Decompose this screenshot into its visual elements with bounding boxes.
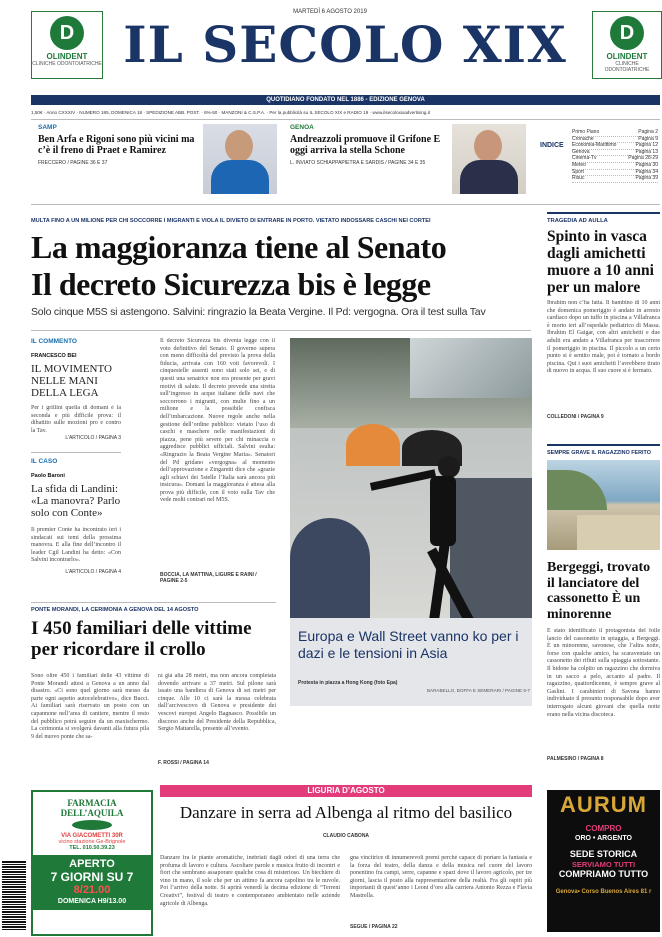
divider: [547, 212, 660, 214]
tragedia-byline: COLLEDONI / PAGINA 9: [547, 414, 604, 420]
tragedia-headline[interactable]: Spinto in vasca dagli amichetti muore a 10 anni per un malore: [547, 228, 654, 296]
teaser-genoa[interactable]: [290, 124, 450, 188]
index-box: [540, 126, 658, 186]
index-row[interactable]: [572, 176, 658, 183]
teaser-samp[interactable]: [38, 124, 198, 188]
issue-date: MARTEDÌ 6 AGOSTO 2019: [293, 9, 367, 15]
index-list: [572, 130, 658, 183]
morandi-body-1: Sono oltre 450 i familiari delle 43 vittime di Ponte Morandi attesi a Genova a un anno dal disastro. «Ci sono quel giorno sarà messo da parte ogni aspetto autocelebrativo», dice Bucci. Ai familiari sarà riservato un posto con un capannone nell’area di cantiere, mentre il resto del pubblico potrà seguire da un maxischermo. La cerimonia si svolgerà davanti alla futura pila 9 del nuovo ponte che sa-: [31, 673, 149, 740]
index-page: Pagina 39: [635, 175, 658, 182]
aurum-address: Genova• Corso Buenos Aires 81 r: [555, 889, 652, 895]
aurum-ad[interactable]: [547, 790, 660, 932]
commento-author: FRANCESCO BEI: [31, 353, 77, 359]
index-section: Primo Piano: [572, 129, 600, 135]
liguria-body-1: Danzare fra le piante aromatiche, inebriati dagli odori di una terra che profuma di lavoro e cultura. Ascoltare parole e musica frutto di incontri e fiori che sembrano assaporare qualche cosa di misterioso. Un biechiere di vino in mano, il sole che per un attimo fa ancora capolino tra le nuvole. Poi l’arrivo della notte. Si aprirà venerdì la decima edizione di “Terreni Creativi”, festival di teatro e contemporaneo ambientato nelle aziende agricole di Albenga.: [160, 855, 340, 907]
ear-right-sub: CLINICHE ODONTOIATRICHE: [604, 61, 650, 73]
olindent-logo-icon: D: [50, 16, 84, 50]
index-section: Cronache: [572, 135, 594, 142]
bergeggi-photo: [547, 460, 660, 550]
photo-caption: Protesta in piazza a Hong Kong (foto Epa): [298, 680, 398, 686]
teaser-byline: FRECCERO / PAGINE 36 E 37: [38, 160, 108, 166]
lead-byline: BOCCIA, LA MATTINA, LIGURE E RAINI / PAGINE 2-5: [160, 572, 257, 584]
farmacia-sunday: DOMENICA H9/13.00: [57, 898, 127, 905]
barcode: [2, 860, 26, 930]
divider: [31, 330, 531, 331]
ear-left-name: OLINDENT: [46, 52, 88, 61]
index-section: Genova: [572, 148, 590, 155]
eagle-icon: [72, 820, 112, 830]
info-line: 1,50€ · Anno CXXXIV · NUMERO 185, DOMENICA 18 · SPEDIZIONE ABB. POST. · 6%-50 · MANZONI & C.S.P.A. · Per la pubblicità su IL SECOLO XIX e RADIO 19 · www.ilsecoloxixadvertising.it: [31, 110, 431, 115]
index-section: Cinema-Tv: [572, 155, 597, 162]
caso-box[interactable]: [31, 458, 121, 588]
liguria-banner: LIGURIA D’AGOSTO: [160, 785, 532, 797]
lead-headline-2[interactable]: Il decreto Sicurezza bis è legge: [31, 266, 431, 302]
lead-kicker: MULTA FINO A UN MILIONE PER CHI SOCCORRE I MIGRANTI E VIOLA IL DIVIETO DI ENTRARE IN PORTO. VIETATO INDOSSARE CASCHI NEI CORTEI: [31, 218, 431, 224]
liguria-author: CLAUDIO CABONA: [322, 833, 370, 839]
tragedia-kicker: TRAGEDIA AD AULLA: [547, 218, 608, 224]
farmacia-open: APERTO: [69, 858, 115, 870]
caso-body: Il premier Conte ha incontrato ieri i sindacati sui temi della prossima manovra. E alla fine dell’incontro il leader Cgil Landini ha detto: «Con Salvini incontrarlo».: [31, 527, 121, 564]
farmacia-hours: 8/21.00: [73, 884, 111, 896]
morandi-headline[interactable]: I 450 familiari delle vittime per ricordare il crollo: [31, 618, 252, 660]
ear-ad-right[interactable]: [592, 11, 662, 79]
lead-body-column: [160, 338, 275, 584]
caso-headline: La sfida di Landini: «La manovra? Parlo solo con Conte»: [31, 483, 121, 519]
morandi-byline: F. ROSSI / PAGINA 14: [158, 760, 209, 766]
index-page: Pagina 13: [635, 148, 658, 155]
bergeggi-body: È stato identificato il protagonista del folle lancio del cassonetto in spiaggia, a Bergeggi. È un minorenne, savonese, che l’altra notte, forse con qualche amico, ha scaraventato un cassonetto dei rifiuti sulla spiaggia sottostante. Il bidone ha colpito un ragazzino che dormiva in un sacco a pelo, accanto al padre. Il ragazzino, quattordicenne, è sempre grave al Gaslini. I carabinieri di Savona hanno individuato il presunto responsabile dopo aver interrogato alcuni giovani che quella notte erano nella vicina discoteca.: [547, 628, 660, 718]
caso-label: IL CASO: [31, 458, 58, 465]
divider: [31, 452, 121, 453]
aurum-line-4: SERVIAMO TUTTI: [571, 860, 636, 869]
bergeggi-kicker: SEMPRE GRAVE IL RAGAZZINO FERITO: [547, 450, 651, 456]
ear-ad-left[interactable]: [31, 11, 103, 79]
commento-headline: IL MOVIMENTO NELLE MANI DELLA LEGA: [31, 363, 112, 399]
commento-box[interactable]: [31, 338, 121, 448]
index-section: Economia-Marittimo: [572, 142, 617, 149]
divider: [31, 119, 660, 120]
teaser-samp-photo: [203, 124, 277, 194]
ear-right-name: OLINDENT: [606, 52, 648, 61]
aurum-line-3: SEDE STORICA: [569, 849, 638, 859]
tagline-bar: QUOTIDIANO FONDATO NEL 1886 - EDIZIONE GENOVA: [31, 95, 660, 105]
aurum-line-5: COMPRIAMO TUTTO: [558, 869, 649, 879]
aurum-line-2: ORO • ARGENTO: [575, 835, 632, 842]
aurum-line-1: COMPRO: [585, 824, 622, 833]
tragedia-body: Ibrahim non c’ha fatta. Il bambino di 10 anni che domenica pomeriggio è andato in arresto cardiaco dopo un tuffo in piscina a Villafranca è morto ieri all’ospedale pediatrico di Massa. Ibrahim El Gaigar, con altri amichetti e due adulti era andato a Villafranca per trascorrere il pomeriggio in piscina. Il piccolo a un certo punto si è sentito male, poi è tornato a bordo piscina. Qui i suoi amichetti l’avrebbero tirato di nuovo in acqua. Il suo cuore si è fermato.: [547, 300, 660, 375]
index-section: Risuc: [572, 175, 585, 182]
caso-author: Paolo Baroni: [31, 473, 65, 479]
commento-body: Per i grillini quella di domani è la seconda e più difficile prova: il dibattito sulle mozioni pro e contro la Tav.: [31, 405, 121, 434]
masthead-title[interactable]: IL SECOLO XIX: [123, 15, 567, 74]
liguria-body-2: gna vincitrice di innumerevoli premi perché capace di portare la fantasia e la forza del teatro, della danza e della musica nel cuore del lavoro ponentino fra campi, serre, capanne e spazi dove il lavoro agricolo, per tre giorni, lascia il posto alla rappresentazione della realtà. Fra gli ospiti più importanti di quest’anno i Leoni d’oro alla carriera Antonio Rezza e Flavia Mastrella.: [350, 855, 532, 899]
teaser-headline: Andreazzoli promuove il Grifone E oggi arriva la stella Schone: [290, 134, 441, 156]
divider: [547, 444, 660, 446]
farmacia-address-1: VIA GIACOMETTI 30R: [61, 833, 123, 839]
bergeggi-byline: PALMESINO / PAGINA 8: [547, 756, 604, 762]
liguria-headline[interactable]: Danzare in serra ad Albenga al ritmo del basilico: [179, 803, 513, 822]
teaser-genoa-photo: [452, 124, 526, 194]
lead-subhead: Solo cinque M5S si astengono. Salvini: ringrazio la Beata Vergine. Il Pd: vergogna. Ora il test sulla Tav: [31, 306, 486, 318]
lead-body: Il decreto Sicurezza bis diventa legge con il voto definitivo del Senato. Il governo supera con meno difficoltà del previsto la prova della fiducia, arrivata con 160 voti favorevoli. I cinquestelle assenti sono stati solo sei, e di questi una senatrice non era presente per gravi motivi di salute. Il decreto prevede una stretta sull’ingresso in acque italiane delle navi che soccorrono i migranti, con multe fino a un milione e la possibile confisca dell’imbarcazione. Nuove regole anche nella gestione dell’ordine pubblico: vietato l’uso di caschi e maschere nelle manifestazioni di piazza, pene più severe per chi minaccia o aggredisce pubblici ufficiali. Salvini esulta: «Ringrazio la Beata Vergine Maria». Senatori del Pd gridano «vergogna» al momento dell’approvazione e Zingaretti dice che «grazie agli schiavi dei 5stelle l’Italia sarà ancora più insicura». Domani la maggioranza è attesa alla prova più difficile, con il voto sulla Tav che vede molti contrari nel M5S.: [160, 338, 275, 504]
farmacia-phone: TEL. 010.50.39.23: [69, 845, 115, 851]
liguria-byline: SEGUE / PAGINA 22: [350, 924, 398, 930]
teaser-headline: Ben Arfa e Rigoni sono più vicini ma c’è il freno di Praet e Ramirez: [38, 134, 195, 156]
index-page: Pagina 30: [635, 161, 658, 168]
farmacia-days: 7 GIORNI SU 7: [50, 870, 134, 884]
farmacia-address-2: vicino stazione Ge-Brignole: [58, 839, 126, 845]
index-page: Pagina 28-29: [628, 155, 658, 162]
caso-ref: L’ARTICOLO / PAGINA 4: [65, 569, 121, 575]
teaser-kicker: GENOA: [290, 124, 314, 131]
aurum-name: AURUM: [560, 792, 647, 817]
photo-headline[interactable]: Europa e Wall Street vanno ko per i dazi e le tensioni in Asia: [298, 628, 519, 661]
index-section: Sport: [572, 168, 584, 175]
photo-credits: BARABELLO, BOFFA E SEMERARI / PAGINE 6-7: [426, 688, 530, 693]
commento-label: IL COMMENTO: [31, 338, 77, 345]
hong-kong-photo[interactable]: [290, 338, 532, 706]
morandi-kicker: PONTE MORANDI, LA CERIMONIA A GENOVA DEL 14 AGOSTO: [31, 607, 199, 613]
divider: [31, 204, 660, 205]
index-page: Pagina 9: [638, 135, 658, 142]
ear-left-sub: CLINICHE ODONTOIATRICHE: [32, 61, 102, 67]
teaser-kicker: SAMP: [38, 124, 57, 131]
index-page: Pagina 2: [638, 129, 658, 135]
morandi-body-2: rà già alta 28 metri, ma non ancora completata dovendo arrivare a 37 metri. Sul pilone sarà issato una bandiera di Genova di sei metri per cinque. Alle 10 ci sarà la messa celebrata dall’arcivescovo di Genova e presidente dei vescovi europei Angelo Bagnasco. Possibile un discorso anche del Presidente della Repubblica, Sergio Mattarella, presente all’evento.: [158, 673, 276, 733]
index-page: Pagina 34: [635, 168, 658, 175]
index-page: Pagina 12: [635, 142, 658, 149]
index-title: INDICE: [540, 142, 564, 149]
farmacia-ad[interactable]: [31, 790, 153, 936]
olindent-logo-icon: D: [610, 16, 644, 50]
divider: [31, 602, 276, 603]
bergeggi-headline[interactable]: Bergeggi, trovato il lanciatore del cassonetto È un minorenne: [547, 560, 651, 622]
lead-headline-1[interactable]: La maggioranza tiene al Senato: [31, 229, 447, 265]
index-section: Meteo: [572, 161, 586, 168]
teaser-byline: L. INVIATO SCHIAPPAPIETRA E SARDIS / PAGINE 34 E 35: [290, 160, 426, 166]
farmacia-name: FARMACIA DELL’AQUILA: [60, 798, 124, 818]
commento-ref: L’ARTICOLO / PAGINA 3: [65, 435, 121, 441]
